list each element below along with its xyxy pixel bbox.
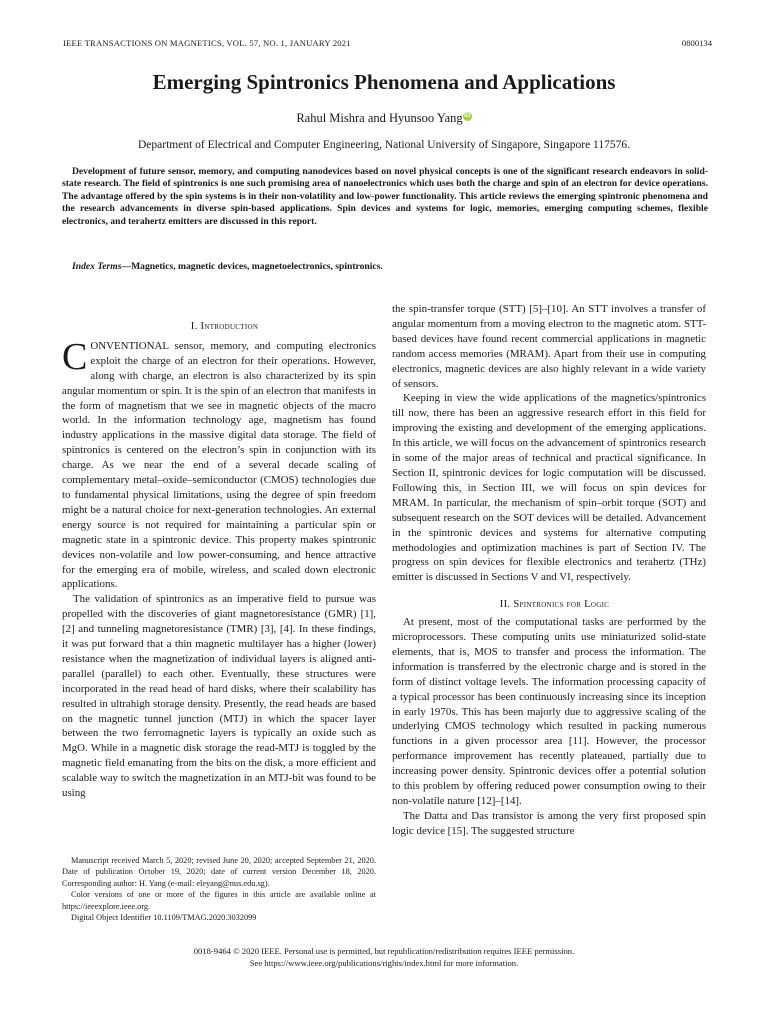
section-1-paragraph-1: CONVENTIONAL sensor, memory, and computing electronics exploit the charge of an electron for their operations. However, along with charge, an electron is also characterized by its spin angular momentum or spin. It is the spin of an electron that manifests in the form of magnetism that we see in magnetic objects of the macro world. In the information technology age, magnetism has found industry applications in the massive digital data storage. The field of spintronics is centered on the electron’s spin in conjunction with its charge. As we near the end of a several decade scaling of complementary metal–oxide–semiconductor (CMOS) technologies due to fundamental physical limitations, using the degree of spin freedom might be a natural choice for next-generation technologies. An external energy source is not required for maintaining a particular spin or magnetic state in a spintronic device. This property makes spintronic devices non-volatile and low power-consuming, and hence attractive for the emerging era of mobile, wireless, and scaled down electronic applications. <box>62 335 376 591</box>
right-column <box>392 302 706 839</box>
paper-title: Emerging Spintronics Phenomena and Applications <box>152 70 616 94</box>
footnote-doi: Digital Object Identifier 10.1109/TMAG.2020.3032099 <box>71 913 257 923</box>
copyright-line-2: See https://www.ieee.org/publications/rights/index.html for more information. <box>249 957 519 968</box>
affiliation: Department of Electrical and Computer Engineering, National University of Singapore, Singapore 117576. <box>137 139 631 151</box>
drop-cap: C <box>62 335 88 378</box>
footnote-color: Color versions of one or more of the figures in this article are available online at https://ieeexplore.ieee.org. <box>62 890 376 911</box>
section-2-paragraph-2: The Datta and Das transistor is among the very first proposed spin logic device [15]. The suggested structure <box>392 809 706 837</box>
footnote-manuscript: Manuscript received March 5, 2020; revised June 20, 2020; accepted September 21, 2020. Date of publication October 19, 2020; date of current version December 18, 2020. Corresponding author: H. Yang (e-mail: eleyang@nus.edu.sg). <box>62 856 376 888</box>
index-terms <box>62 261 708 272</box>
section-1-paragraph-2: The validation of spintronics as an imperative field to pursue was propelled with the discoveries of giant magnetoresistance (GMR) [1], [2] and tunneling magnetoresistance (TMR) [3], [4]. In these findings, it was put forward that a thin magnetic multilayer has a higher (lower) resistance when the magnetization of individual layers is aligned anti-parallel (parallel) to each other. Eventually, these structures were incorporated in the read head of hard disks, where their scalability has resulted in ultrahigh storage density. Presently, the read heads are based on the magnetic tunnel junction (MTJ) in which the spacer layer between the two ferromagnetic layers is typically an oxide such as MgO. While in a magnetic disk storage the read-MTJ is toggled by the magnetic field emanating from the bits on the disk, a more efficient and scalable way to switch the magnetization in an MTJ-bit was found to be using <box>62 593 376 800</box>
article-number: 0800134 <box>681 38 712 48</box>
orcid-icon[interactable]: iD <box>464 112 471 119</box>
section-1-paragraph-3: the spin-transfer torque (STT) [5]–[10]. An STT involves a transfer of angular momentum from a moving electron to the magnetic atom. STT-based devices have found recent commercial applications in magnetic random access memories (MRAM). Apart from their use in computing electronics, magnetic devices are also highly relevant in a wide variety of sensors. <box>392 303 706 390</box>
copyright-notice <box>0 946 768 969</box>
index-terms-label: Index Terms <box>72 261 122 272</box>
authors: Rahul Mishra and Hyunsoo Yang <box>296 111 463 125</box>
index-terms-text: —Magnetics, magnetic devices, magnetoelectronics, spintronics. <box>121 261 383 272</box>
section-1-paragraph-4: Keeping in view the wide applications of the magnetics/spintronics till now, there has been an aggressive research effort in this field for improving the existing and development of the emerging applications. In this article, we will focus on the advancement of spintronics research in some of the major areas of technical and practical significance. In Section II, spintronic devices for logic computation will be discussed. Following this, in Section III, we will focus on spin devices for MRAM. In particular, the mechanism of spin–orbit torque (SOT) and subsequent research on the SOT devices will be detailed. Advancement in the spintronic devices and systems for alternative computing methodologies and optimization machines is part of Section IV. The progress on spin devices for flexible electronics and terahertz (THz) emitter is discussed in Sections V and VI, respectively. <box>392 392 706 584</box>
section-2-heading: II. Spintronics for Logic <box>499 599 610 611</box>
copyright-line-1: 0018-9464 © 2020 IEEE. Personal use is permitted, but republication/redistribution requires IEEE permission. <box>193 946 575 956</box>
running-header: IEEE TRANSACTIONS ON MAGNETICS, VOL. 57, NO. 1, JANUARY 2021 <box>63 38 351 48</box>
section-2-paragraph-1: At present, most of the computational tasks are performed by the microprocessors. These computing units use miniaturized solid-state elements, that is, MOS to transfer and process the information. The information is transferred by the electronic charge and is stored in the form of distinct voltage levels. The information processing capacity of a typical processor has been continuously increasing since its inception in early 1970s. This has been majorly due to aggressive scaling of the underlying CMOS technology which resulted in packing numerous functions in a given processor area [11]. However, the processor performance improvement has recently plateaued, partially due to increasing power density. Spintronic devices offer a potential solution to this problem by offering reduced power consumption owing to their non-volatile nature [12]–[14]. <box>392 616 706 807</box>
section-1-heading: I. Introduction <box>190 321 259 332</box>
abstract: Development of future sensor, memory, and computing nanodevices based on novel physical concepts is one of the significant research endeavors in solid-state research. The field of spintronics is one such promising area of nanoelectronics which uses both the charge and spin of an electron for device operations. The advantage offered by the spin systems is in their non-volatility and low-power functionality. This article reviews the emerging spintronic phenomena and the research advancements in diverse spin-based applications. Spin devices and systems for logic, memories, emerging computing schemes, flexible electronics, and terahertz emitters are discussed in this report. <box>62 166 708 227</box>
author-line <box>0 111 768 126</box>
left-column <box>62 320 376 801</box>
footnote <box>62 855 376 923</box>
